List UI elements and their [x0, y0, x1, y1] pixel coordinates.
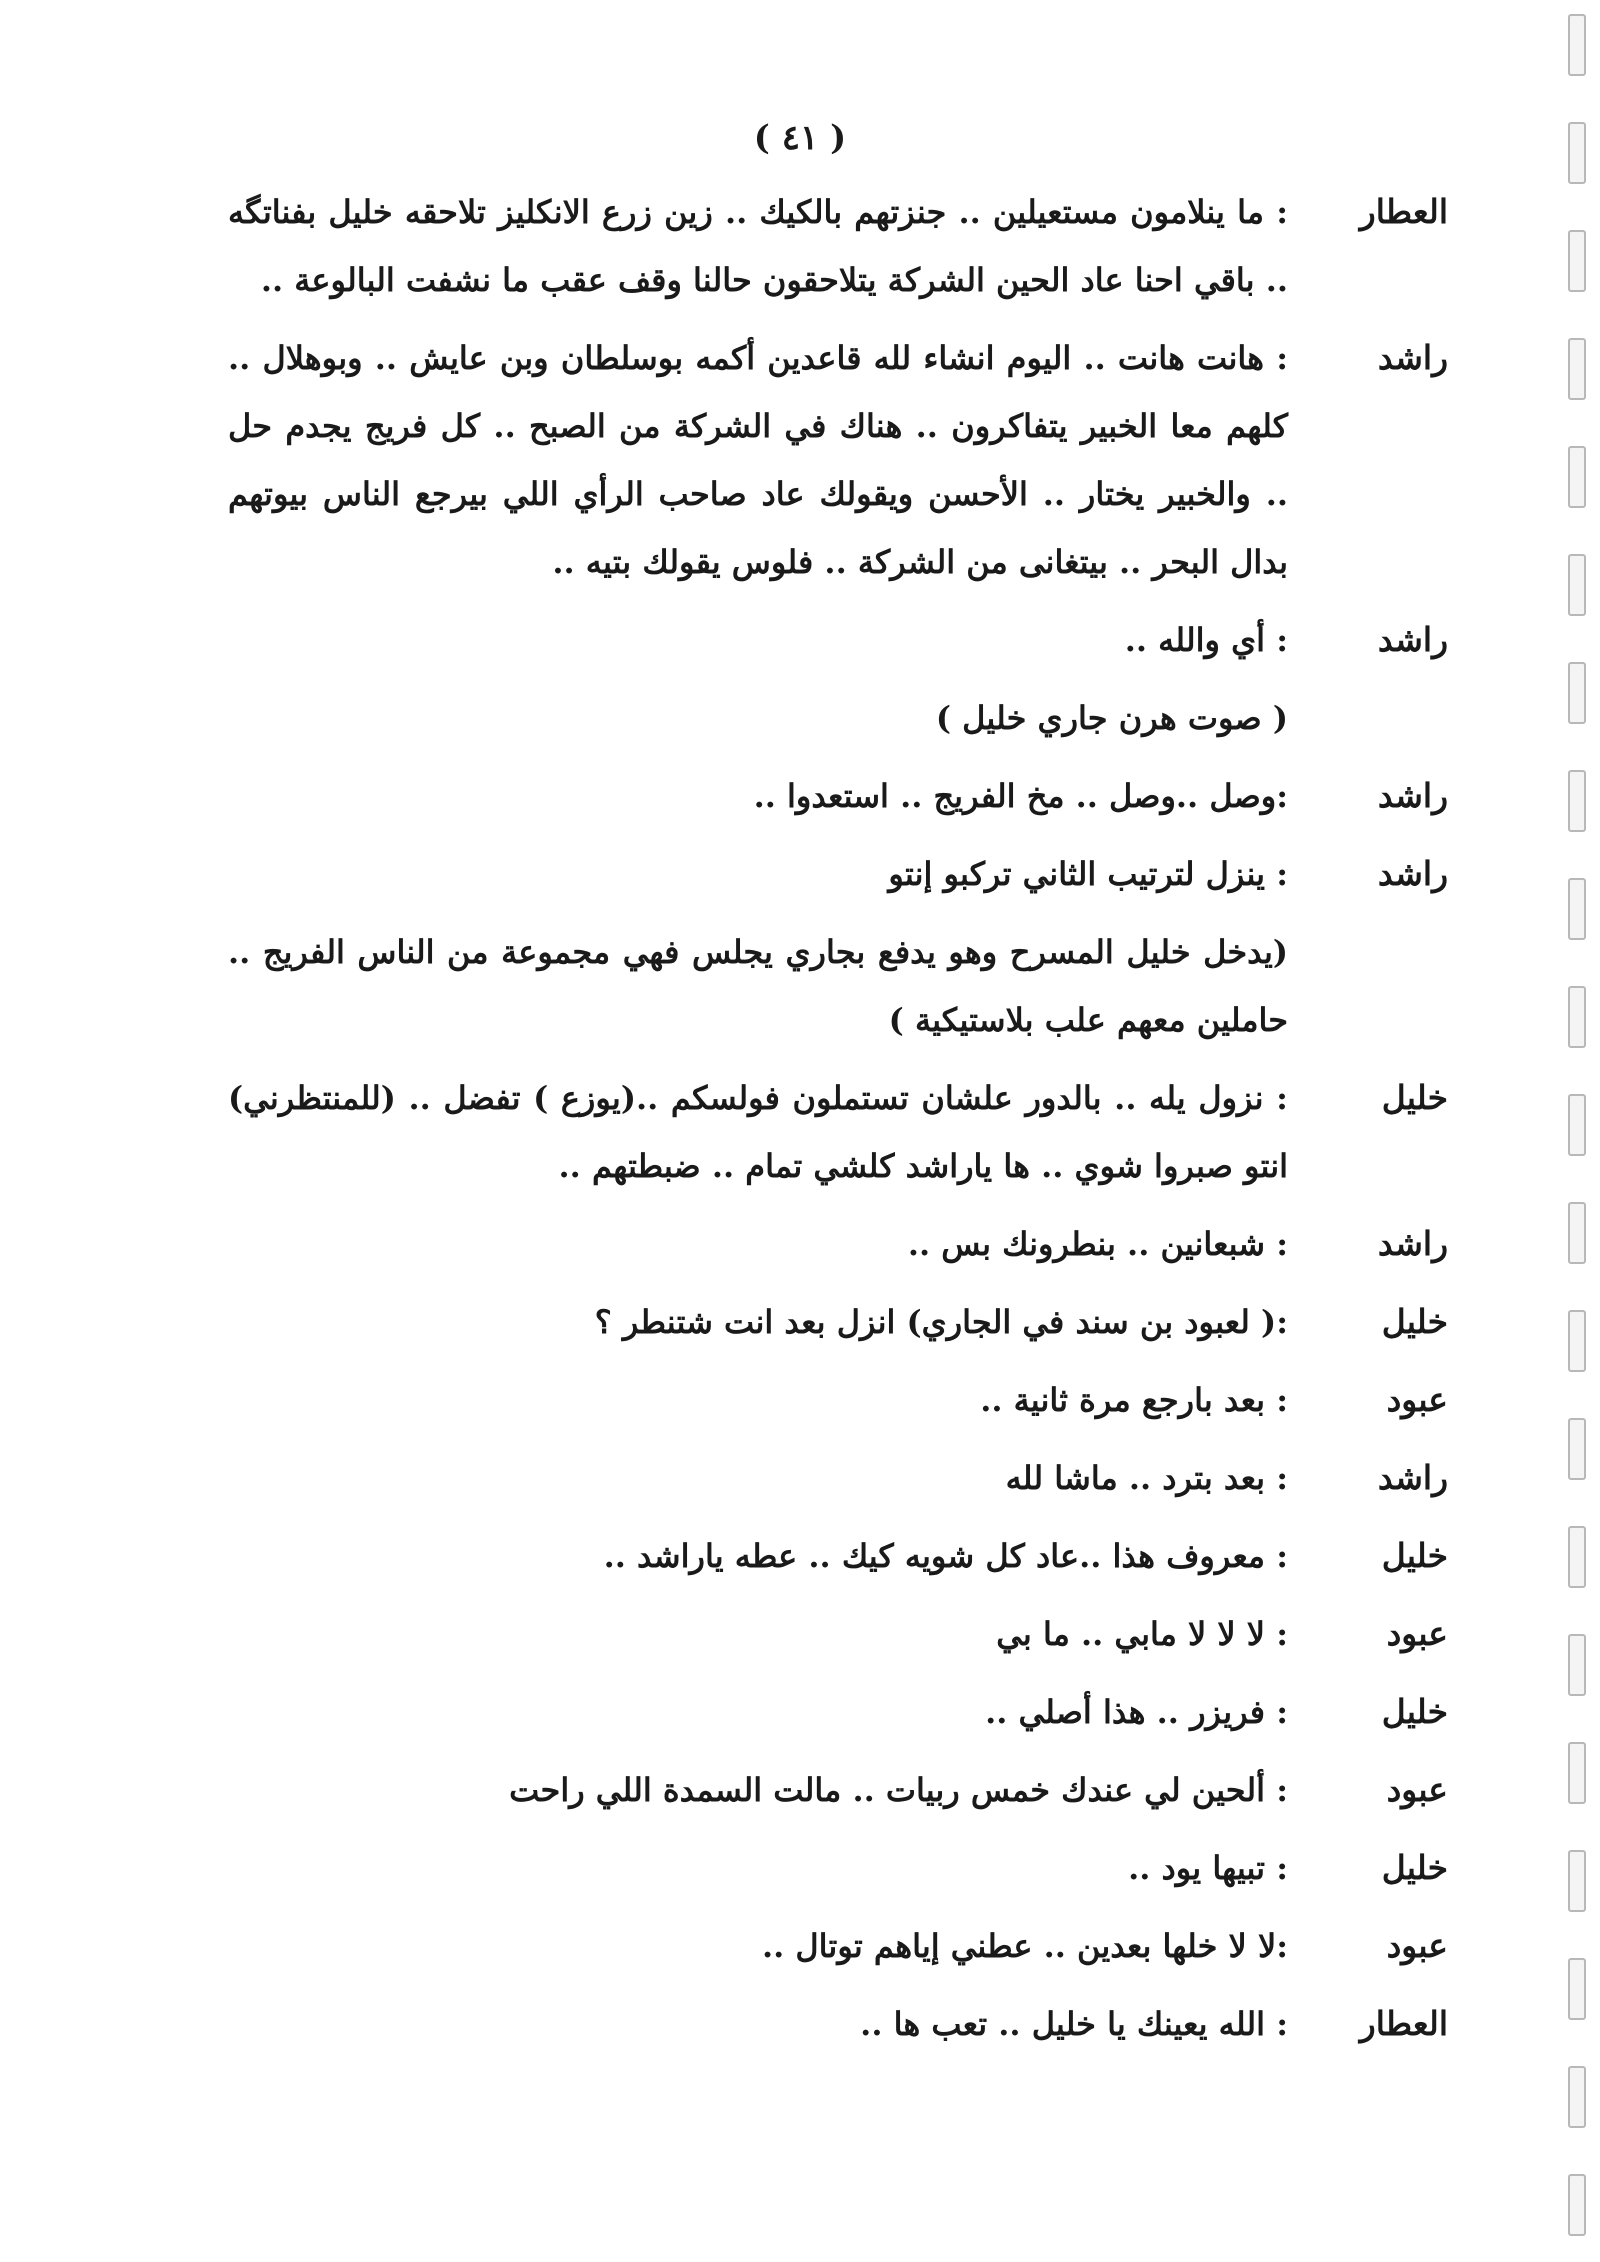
- binding-hole: [1568, 1310, 1586, 1372]
- speaker-name: خليل: [1381, 1848, 1448, 1887]
- dialogue-line: : ينزل لترتيب الثاني تركبو إنتو: [888, 855, 1288, 893]
- binding-hole: [1568, 14, 1586, 76]
- binding-hole: [1568, 1850, 1586, 1912]
- dialogue-entry: [228, 178, 1448, 314]
- speaker-name: عبود: [1386, 1380, 1448, 1419]
- dialogue-line: : هانت هانت .. اليوم انشاء لله قاعدين أكمه بوسلطان وبن عايش .. وبوهلال .. كلهم معا الخبير يتفاكرون .. هناك في الشركة من الصبح .. كل فريج يجدم حل .. والخبير يختار .. الأحسن ويقولك عاد صاحب الرأي اللي بيرجع الناس بيوتهم بدال البحر .. بيتغانى من الشركة .. فلوس يقولك بتيه ..: [228, 339, 1288, 581]
- binding-hole: [1568, 1634, 1586, 1696]
- dialogue-line: : لا لا لا مابي .. ما بي: [996, 1615, 1288, 1653]
- speaker-name: خليل: [1381, 1692, 1448, 1731]
- dialogue-entry: [228, 1064, 1448, 1200]
- binding-hole: [1568, 986, 1586, 1048]
- speaker-name: خليل: [1381, 1536, 1448, 1575]
- dialogue-entry: [228, 1756, 1448, 1824]
- binding-hole: [1568, 878, 1586, 940]
- binding-hole: [1568, 1526, 1586, 1588]
- dialogue-entry: [228, 1912, 1448, 1980]
- speaker-name: راشد: [1377, 776, 1448, 815]
- dialogue-line: : ما ينلامون مستعيلين .. جنزتهم بالكيك .. زين زرع الانكليز تلاحقه خليل بفناتگه .. باقي احنا عاد الحين الشركة يتلاحقون حالنا وقف عقب ما نشفت البالوعة ..: [228, 193, 1288, 299]
- binding-hole: [1568, 338, 1586, 400]
- page-number: ( ٤١ ): [753, 118, 847, 158]
- dialogue-line: : شبعانين .. بنطرونك بس ..: [907, 1225, 1288, 1263]
- speaker-name: عبود: [1386, 1926, 1448, 1965]
- binding-hole: [1568, 446, 1586, 508]
- binding-edge: [1520, 0, 1600, 2262]
- dialogue-entry: [228, 324, 1448, 596]
- binding-hole: [1568, 2066, 1586, 2128]
- dialogue-line: : تبيها يود ..: [1128, 1849, 1288, 1887]
- speaker-name: خليل: [1381, 1078, 1448, 1117]
- dialogue-line: : معروف هذا ..عاد كل شويه كيك .. عطه ياراشد ..: [603, 1537, 1288, 1575]
- script-body: [228, 178, 1448, 2068]
- dialogue-entry: [228, 1990, 1448, 2058]
- dialogue-line: : بعد بترد .. ماشا لله: [1005, 1459, 1288, 1497]
- binding-hole: [1568, 122, 1586, 184]
- dialogue-entry: [228, 840, 1448, 908]
- dialogue-entry: [228, 1288, 1448, 1356]
- dialogue-entry: [228, 1444, 1448, 1512]
- dialogue-line: : بعد بارجع مرة ثانية ..: [980, 1381, 1288, 1419]
- dialogue-entry: [228, 1522, 1448, 1590]
- dialogue-line: :وصل ..وصل .. مخ الفريج .. استعدوا ..: [753, 777, 1288, 815]
- speaker-name: راشد: [1377, 854, 1448, 893]
- binding-hole: [1568, 2174, 1586, 2236]
- dialogue-line: : الله يعينك يا خليل .. تعب ها ..: [860, 2005, 1288, 2043]
- speaker-name: راشد: [1377, 1458, 1448, 1497]
- speaker-name: راشد: [1377, 338, 1448, 377]
- binding-hole: [1568, 770, 1586, 832]
- dialogue-entry: [228, 1366, 1448, 1434]
- speaker-name: عبود: [1386, 1614, 1448, 1653]
- binding-hole: [1568, 1418, 1586, 1480]
- dialogue-line: : ألحين لي عندك خمس ربيات .. مالت السمدة اللي راحت: [509, 1771, 1288, 1809]
- binding-hole: [1568, 1094, 1586, 1156]
- binding-hole: [1568, 230, 1586, 292]
- speaker-name: خليل: [1381, 1302, 1448, 1341]
- speaker-name: عبود: [1386, 1770, 1448, 1809]
- stage-direction: ( صوت هرن جاري خليل ): [935, 699, 1288, 737]
- speaker-name: راشد: [1377, 620, 1448, 659]
- binding-hole: [1568, 1958, 1586, 2020]
- dialogue-line: :لا لا خلها بعدين .. عطني إياهم توتال ..: [761, 1927, 1288, 1965]
- dialogue-line: :( لعبود بن سند في الجاري) انزل بعد انت شتنطر ؟: [594, 1303, 1288, 1341]
- speaker-name: راشد: [1377, 1224, 1448, 1263]
- dialogue-entry: [228, 1834, 1448, 1902]
- binding-hole: [1568, 1742, 1586, 1804]
- dialogue-entry: [228, 762, 1448, 830]
- speaker-name: العطار: [1359, 2004, 1448, 2043]
- stage-direction: (يدخل خليل المسرح وهو يدفع بجاري يجلس فهي مجموعة من الناس الفريج .. حاملين معهم علب بلاستيكية ): [228, 933, 1288, 1039]
- dialogue-entry: [228, 1678, 1448, 1746]
- binding-hole: [1568, 554, 1586, 616]
- dialogue-line: : فريزر .. هذا أصلي ..: [985, 1693, 1288, 1731]
- dialogue-entry: [228, 1600, 1448, 1668]
- dialogue-line: : نزول يله .. بالدور علشان تستملون فولسكم ..(يوزع ) تفضل .. (للمنتظرني) انتو صبروا شوي .. ها ياراشد كلشي تمام .. ضبطتهم ..: [228, 1079, 1288, 1185]
- binding-hole: [1568, 1202, 1586, 1264]
- speaker-name: العطار: [1359, 192, 1448, 231]
- dialogue-line: : أي والله ..: [1124, 621, 1288, 659]
- dialogue-entry: [228, 1210, 1448, 1278]
- binding-hole: [1568, 662, 1586, 724]
- dialogue-entry: [228, 606, 1448, 674]
